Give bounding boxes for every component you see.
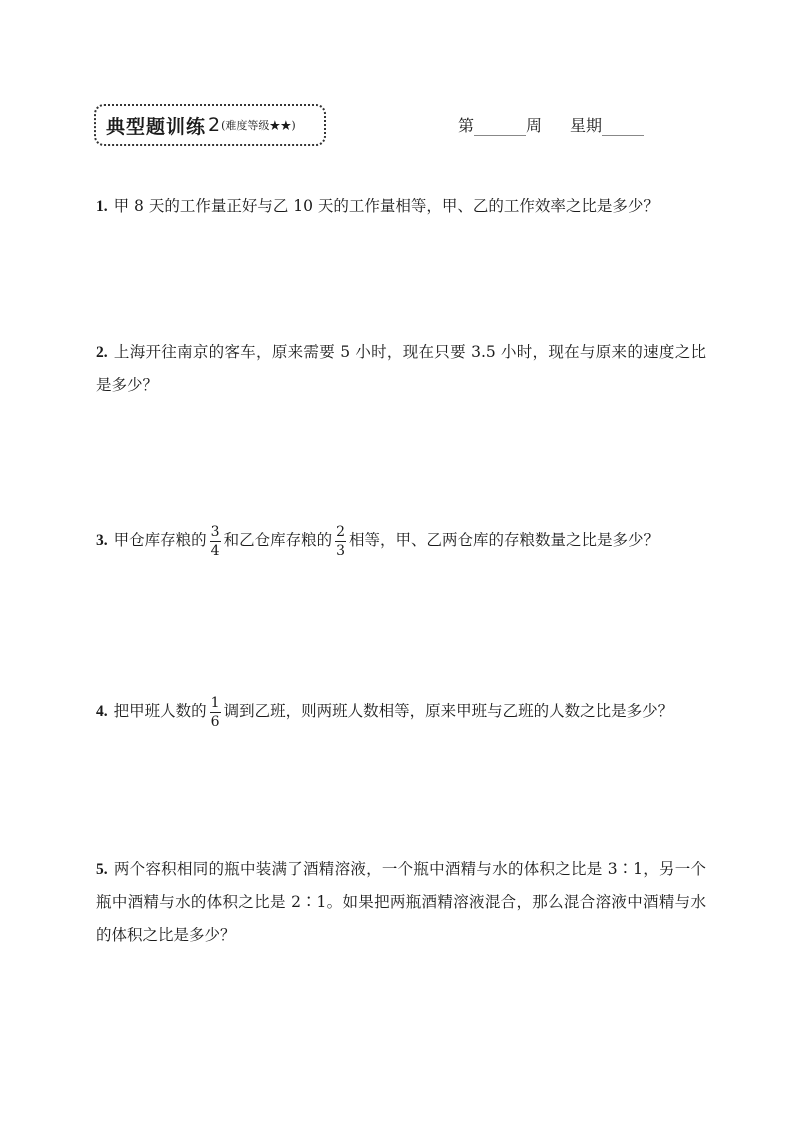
fraction-two-thirds [335,525,346,558]
fraction-numerator: 2 [336,523,345,540]
question-number: 1. [96,198,108,215]
question-number: 5. [96,861,108,878]
title-main: 典型题训练 [106,115,207,138]
day-blank[interactable] [602,117,644,136]
fraction-one-sixth [210,696,221,729]
question-text: 上海开往南京的客车，原来需要 5 小时，现在只要 3.5 小时，现在与原来的速度之比是多少？ [96,343,706,394]
question-4 [96,695,706,729]
question-3 [96,524,706,558]
question-text-part2: 调到乙班，则两班人数相等，原来甲班与乙班的人数之比是多少？ [223,702,674,720]
question-text-part1: 把甲班人数的 [113,702,207,720]
difficulty-level: (难度等级★★) [221,119,296,132]
question-2 [96,336,706,402]
question-text-part3: 相等，甲、乙两仓库的存粮数量之比是多少？ [349,531,660,549]
fraction-numerator: 3 [210,523,220,540]
fraction-three-quarters [210,525,221,558]
question-text: 两个容积相同的瓶中装满了酒精溶液，一个瓶中酒精与水的体积之比是 3∶1，另一个瓶中酒精与水的体积之比是 2∶1。如果把两瓶酒精溶液混合，那么混合溶液中酒精与水的体积之比是多少？ [96,860,706,944]
question-number: 4. [96,703,108,720]
question-text: 甲 8 天的工作量正好与乙 10 天的工作量相等，甲、乙的工作效率之比是多少？ [113,197,659,215]
title-number: 2 [208,114,221,136]
question-text-part1: 甲仓库存粮的 [113,531,207,549]
question-number: 2. [96,344,108,361]
week-prefix: 第 [458,116,475,135]
day-prefix: 星期 [570,116,603,135]
question-1 [96,190,706,223]
question-number: 3. [96,532,108,549]
date-area [458,113,644,136]
title-box [94,104,326,146]
fraction-denominator: 6 [210,713,220,730]
fraction-numerator: 1 [210,694,220,711]
fraction-denominator: 4 [210,542,220,559]
question-text-part2: 和乙仓库存粮的 [223,531,333,549]
week-blank[interactable] [474,117,526,136]
week-suffix: 周 [526,116,543,135]
fraction-denominator: 3 [336,542,345,559]
question-5 [96,853,706,952]
